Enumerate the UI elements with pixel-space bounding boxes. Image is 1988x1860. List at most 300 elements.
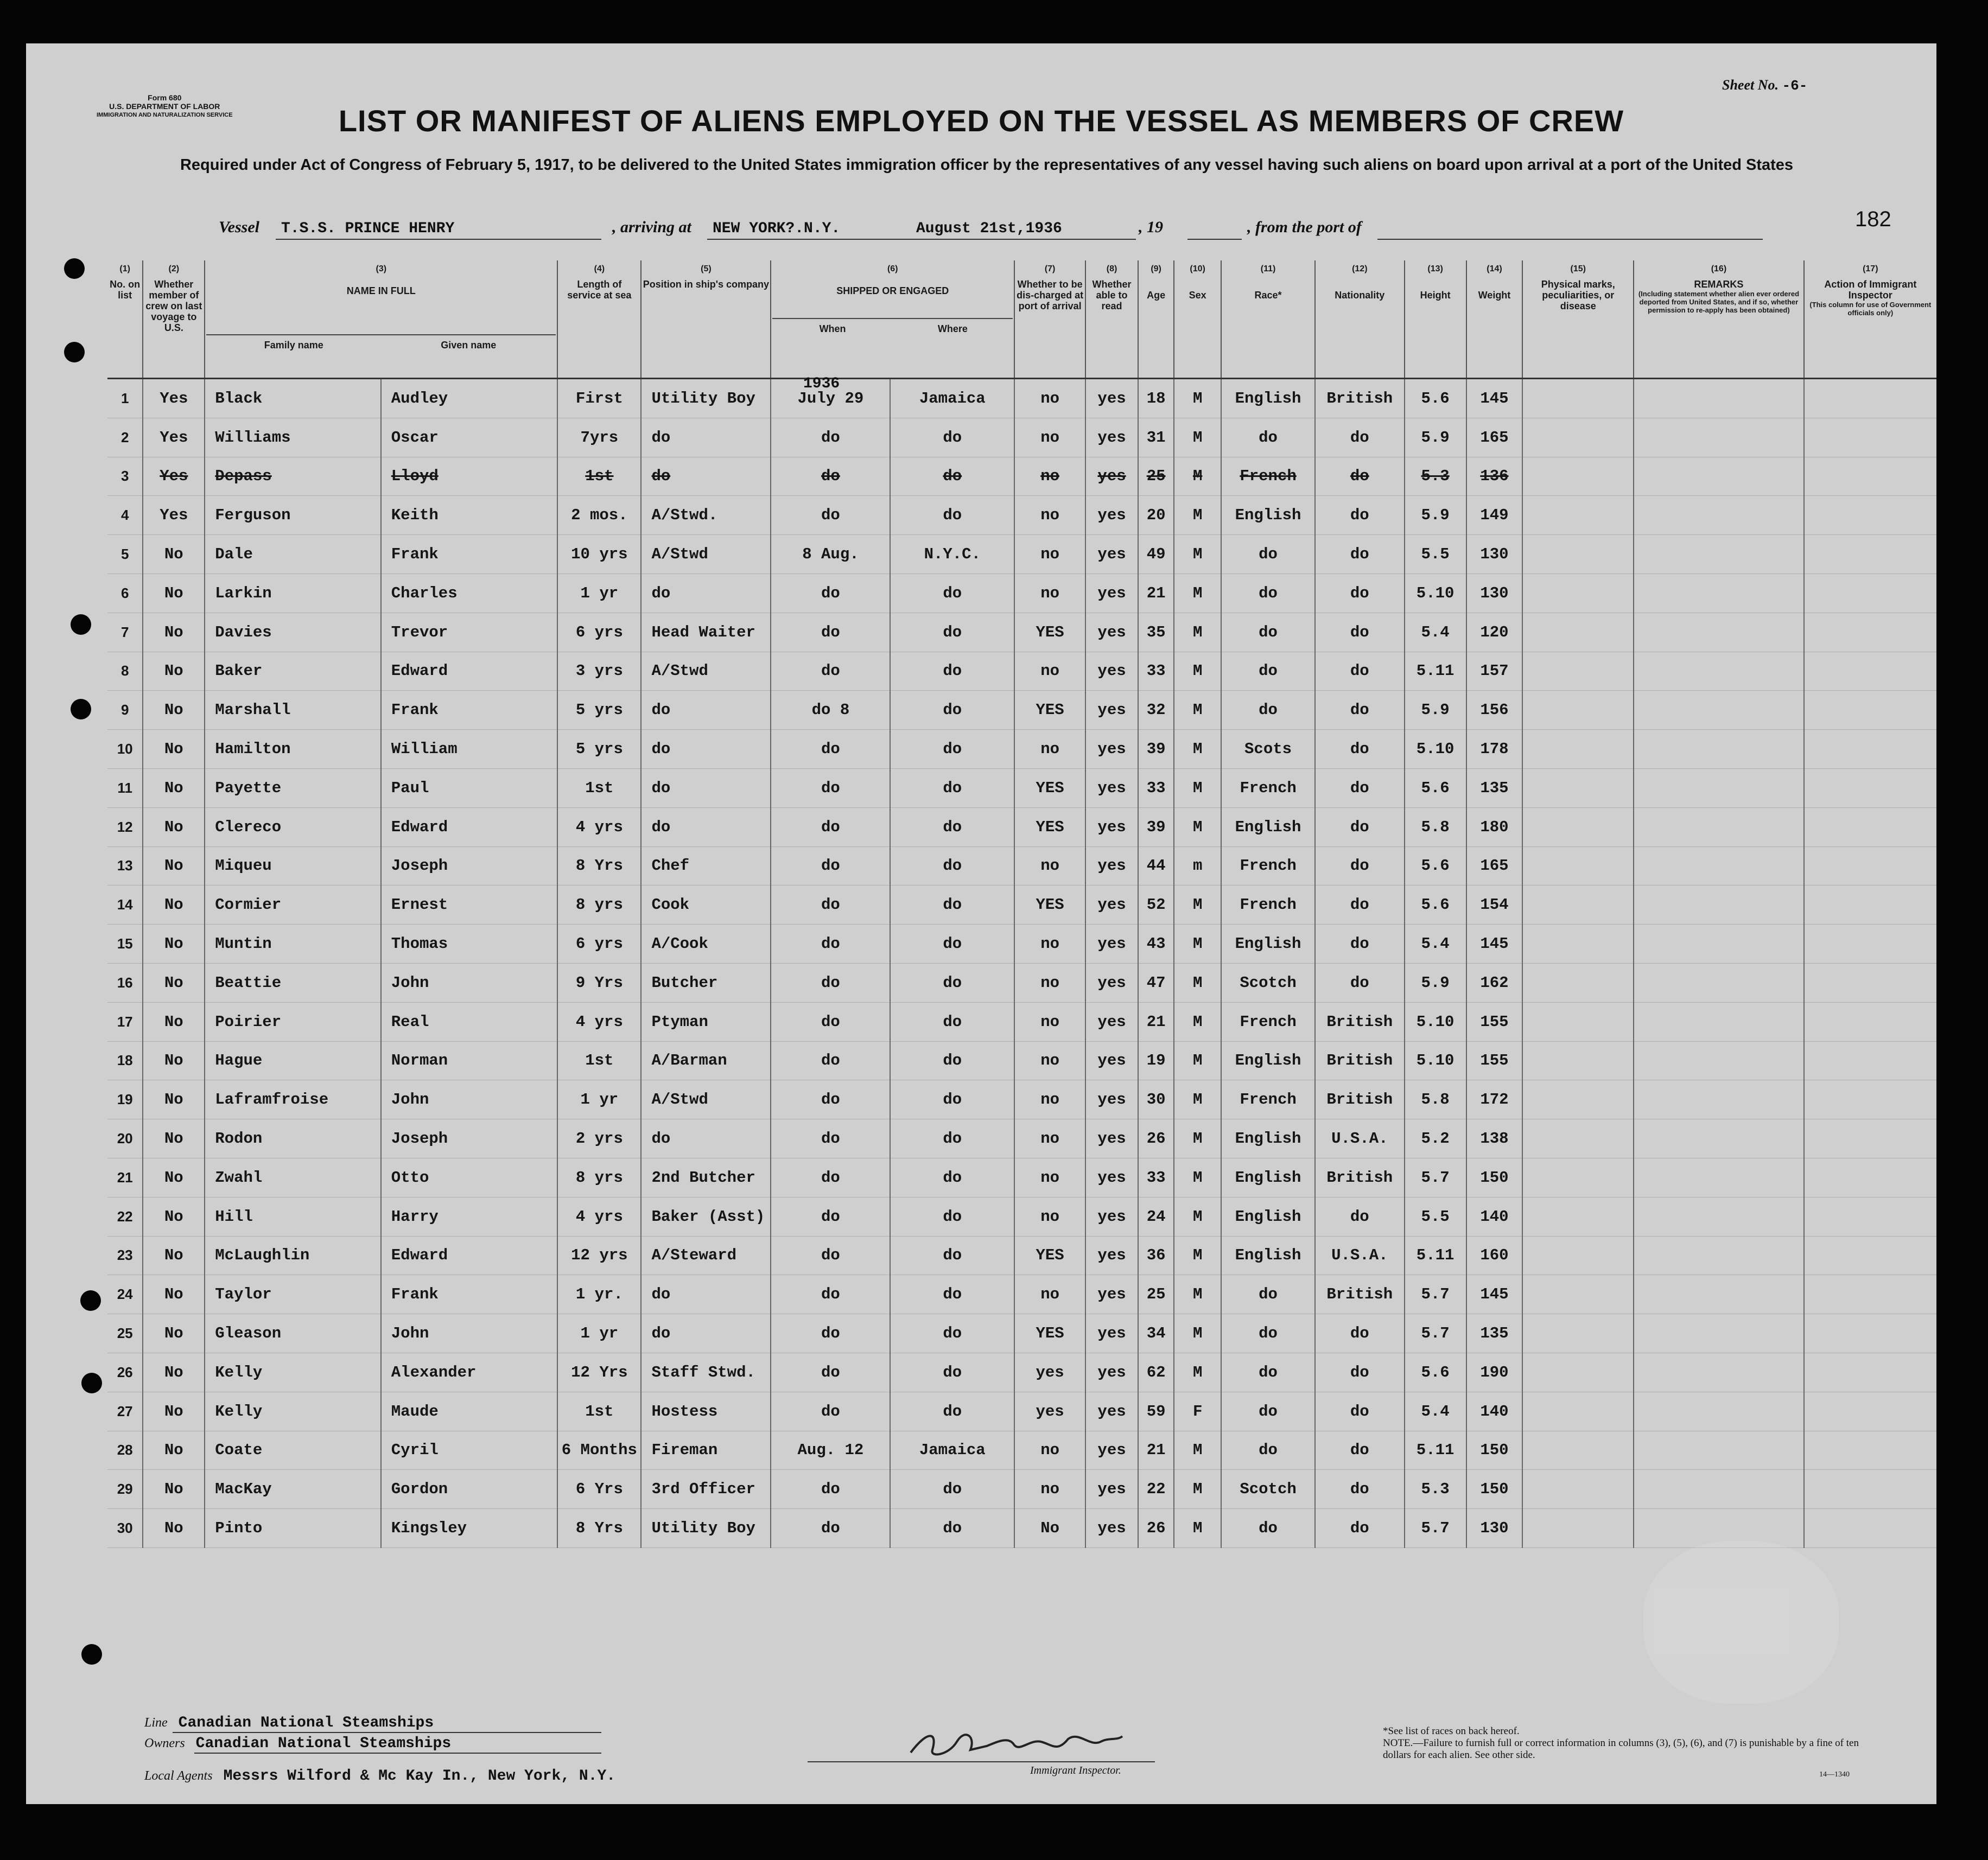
position-cell: do xyxy=(641,691,771,730)
remarks-cell xyxy=(1634,1353,1803,1392)
height-cell: 5.11 xyxy=(1405,652,1466,691)
row-number: 3 xyxy=(107,457,143,496)
physical-marks-cell xyxy=(1522,1158,1634,1197)
able-to-read-cell: yes xyxy=(1085,1470,1138,1509)
weight-cell: 136 xyxy=(1466,457,1523,496)
height-cell: 5.10 xyxy=(1405,1002,1466,1041)
page-number: 182 xyxy=(1855,207,1891,231)
race-cell: French xyxy=(1221,846,1315,886)
vessel-name-underline xyxy=(276,239,601,240)
nationality-cell: do xyxy=(1315,613,1404,652)
position-cell: Baker (Asst) xyxy=(641,1197,771,1236)
given-name-cell: Alexander xyxy=(381,1353,558,1392)
vessel-name: T.S.S. PRINCE HENRY xyxy=(281,220,455,237)
shipped-where-cell: Jamaica xyxy=(890,1431,1014,1470)
service-length-cell: 6 Months xyxy=(557,1431,641,1470)
given-name-cell: Kingsley xyxy=(381,1509,558,1548)
inspector-action-cell xyxy=(1804,807,1936,846)
physical-marks-cell xyxy=(1522,1002,1634,1041)
able-to-read-cell: yes xyxy=(1085,1197,1138,1236)
race-cell: Scots xyxy=(1221,730,1315,769)
shipped-when-cell: do xyxy=(771,1236,890,1275)
discharged-cell: YES xyxy=(1014,807,1085,846)
race-cell: do xyxy=(1221,691,1315,730)
position-cell: Fireman xyxy=(641,1431,771,1470)
able-to-read-cell: yes xyxy=(1085,1158,1138,1197)
discharged-cell: no xyxy=(1014,1080,1085,1119)
family-name-cell: Davies xyxy=(205,613,381,652)
table-row xyxy=(107,1470,1936,1509)
discharged-cell: YES xyxy=(1014,1314,1085,1353)
inspector-action-cell xyxy=(1804,1236,1936,1275)
col-header-age: (9) Age xyxy=(1138,260,1174,379)
able-to-read-cell: yes xyxy=(1085,691,1138,730)
age-cell: 62 xyxy=(1138,1353,1174,1392)
weight-cell: 135 xyxy=(1466,1314,1523,1353)
shipped-where-cell: do xyxy=(890,1236,1014,1275)
remarks-cell xyxy=(1634,1158,1803,1197)
family-name-cell: Williams xyxy=(205,418,381,457)
weight-cell: 130 xyxy=(1466,1509,1523,1548)
physical-marks-cell xyxy=(1522,1353,1634,1392)
weight-cell: 130 xyxy=(1466,574,1523,613)
age-cell: 59 xyxy=(1138,1392,1174,1431)
sex-cell: M xyxy=(1174,652,1221,691)
nationality-cell: do xyxy=(1315,691,1404,730)
line-underline xyxy=(173,1732,601,1733)
service-length-cell: 1 yr xyxy=(557,1314,641,1353)
col-header-remarks: (16) REMARKS (Including statement whether alien ever ordered deported from United States, and if so, whether permission to re-apply has been obtained) xyxy=(1634,260,1803,379)
shipped-where-cell: do xyxy=(890,574,1014,613)
table-row xyxy=(107,886,1936,925)
vessel-label: Vessel xyxy=(219,218,259,236)
race-cell: do xyxy=(1221,1392,1315,1431)
last-voyage-cell: No xyxy=(143,1509,205,1548)
physical-marks-cell xyxy=(1522,574,1634,613)
able-to-read-cell: yes xyxy=(1085,807,1138,846)
nationality-cell: do xyxy=(1315,963,1404,1002)
shipped-where-cell: do xyxy=(890,613,1014,652)
col-header-read: (8) Whether able to read xyxy=(1085,260,1138,379)
col-header-inspector-action: (17) Action of Immigrant Inspector (This column for use of Government officials only) xyxy=(1804,260,1936,379)
shipped-when-cell: do xyxy=(771,807,890,846)
service-length-cell: 3 yrs xyxy=(557,652,641,691)
position-cell: Staff Stwd. xyxy=(641,1353,771,1392)
shipped-where-cell: do xyxy=(890,1080,1014,1119)
discharged-cell: YES xyxy=(1014,1236,1085,1275)
shipped-where-cell: do xyxy=(890,963,1014,1002)
physical-marks-cell xyxy=(1522,730,1634,769)
remarks-cell xyxy=(1634,768,1803,807)
shipped-when-cell: Aug. 12 xyxy=(771,1431,890,1470)
service-length-cell: 9 Yrs xyxy=(557,963,641,1002)
remarks-cell xyxy=(1634,963,1803,1002)
position-cell: Hostess xyxy=(641,1392,771,1431)
remarks-cell xyxy=(1634,1002,1803,1041)
able-to-read-cell: yes xyxy=(1085,1080,1138,1119)
table-row xyxy=(107,613,1936,652)
weight-cell: 155 xyxy=(1466,1002,1523,1041)
discharged-cell: no xyxy=(1014,1002,1085,1041)
given-name-cell: Otto xyxy=(381,1158,558,1197)
discharged-cell: no xyxy=(1014,379,1085,418)
weight-cell: 165 xyxy=(1466,846,1523,886)
service-length-cell: 1st xyxy=(557,457,641,496)
discharged-cell: no xyxy=(1014,574,1085,613)
table-row xyxy=(107,925,1936,964)
height-cell: 5.8 xyxy=(1405,1080,1466,1119)
given-name-cell: Ernest xyxy=(381,886,558,925)
age-cell: 19 xyxy=(1138,1041,1174,1080)
race-cell: English xyxy=(1221,807,1315,846)
sheet-number xyxy=(1722,77,1807,94)
discharged-cell: no xyxy=(1014,1197,1085,1236)
form-code: 14—1340 xyxy=(1819,1770,1850,1779)
able-to-read-cell: yes xyxy=(1085,886,1138,925)
race-cell: English xyxy=(1221,925,1315,964)
discharged-cell: no xyxy=(1014,963,1085,1002)
races-note: *See list of races on back hereof. xyxy=(1383,1725,1520,1737)
row-number: 16 xyxy=(107,963,143,1002)
manifest-sheet xyxy=(26,43,1936,1804)
discharged-cell: yes xyxy=(1014,1392,1085,1431)
shipped-where-cell: N.Y.C. xyxy=(890,535,1014,574)
nationality-cell: do xyxy=(1315,846,1404,886)
family-name-cell: Miqueu xyxy=(205,846,381,886)
table-row xyxy=(107,1041,1936,1080)
shipped-where-cell: do xyxy=(890,925,1014,964)
physical-marks-cell xyxy=(1522,1314,1634,1353)
shipped-when-cell: do xyxy=(771,1314,890,1353)
sex-cell: M xyxy=(1174,574,1221,613)
age-cell: 21 xyxy=(1138,574,1174,613)
discharged-cell: YES xyxy=(1014,768,1085,807)
nationality-cell: do xyxy=(1315,1353,1404,1392)
sex-cell: m xyxy=(1174,846,1221,886)
col-header-weight: (14) Weight xyxy=(1466,260,1523,379)
sex-cell: M xyxy=(1174,1275,1221,1314)
last-voyage-cell: No xyxy=(143,691,205,730)
height-cell: 5.4 xyxy=(1405,925,1466,964)
able-to-read-cell: yes xyxy=(1085,535,1138,574)
race-cell: English xyxy=(1221,379,1315,418)
arriving-label: , arriving at xyxy=(612,218,691,236)
inspector-action-cell xyxy=(1804,691,1936,730)
position-cell: Utility Boy xyxy=(641,379,771,418)
remarks-cell xyxy=(1634,1119,1803,1158)
table-row xyxy=(107,768,1936,807)
last-voyage-cell: No xyxy=(143,1002,205,1041)
physical-marks-cell xyxy=(1522,1080,1634,1119)
family-name-cell: Payette xyxy=(205,768,381,807)
race-cell: Scotch xyxy=(1221,1470,1315,1509)
weight-cell: 149 xyxy=(1466,496,1523,535)
able-to-read-cell: yes xyxy=(1085,613,1138,652)
height-cell: 5.7 xyxy=(1405,1158,1466,1197)
age-cell: 33 xyxy=(1138,1158,1174,1197)
position-cell: do xyxy=(641,768,771,807)
remarks-cell xyxy=(1634,652,1803,691)
nationality-cell: do xyxy=(1315,1197,1404,1236)
weight-cell: 172 xyxy=(1466,1080,1523,1119)
table-row xyxy=(107,1080,1936,1119)
race-cell: do xyxy=(1221,1353,1315,1392)
remarks-cell xyxy=(1634,1314,1803,1353)
page-title: LIST OR MANIFEST OF ALIENS EMPLOYED ON THE VESSEL AS MEMBERS OF CREW xyxy=(338,104,1624,138)
position-cell: A/Stwd xyxy=(641,652,771,691)
weight-cell: 154 xyxy=(1466,886,1523,925)
height-cell: 5.9 xyxy=(1405,496,1466,535)
sex-cell: M xyxy=(1174,1119,1221,1158)
row-number: 7 xyxy=(107,613,143,652)
given-name-cell: Oscar xyxy=(381,418,558,457)
crew-table-body xyxy=(107,379,1936,1548)
last-voyage-cell: No xyxy=(143,1197,205,1236)
col-header-race: (11) Race* xyxy=(1221,260,1315,379)
height-cell: 5.7 xyxy=(1405,1509,1466,1548)
inspector-action-cell xyxy=(1804,652,1936,691)
last-voyage-cell: No xyxy=(143,574,205,613)
remarks-cell xyxy=(1634,1392,1803,1431)
family-name-cell: Larkin xyxy=(205,574,381,613)
able-to-read-cell: yes xyxy=(1085,1392,1138,1431)
height-cell: 5.5 xyxy=(1405,1197,1466,1236)
discharged-cell: YES xyxy=(1014,613,1085,652)
given-name-cell: John xyxy=(381,1314,558,1353)
service-length-cell: 8 Yrs xyxy=(557,846,641,886)
given-name-cell: Frank xyxy=(381,691,558,730)
able-to-read-cell: yes xyxy=(1085,379,1138,418)
remarks-cell xyxy=(1634,379,1803,418)
weight-cell: 120 xyxy=(1466,613,1523,652)
family-name-cell: Taylor xyxy=(205,1275,381,1314)
service-length-cell: 8 Yrs xyxy=(557,1509,641,1548)
able-to-read-cell: yes xyxy=(1085,1353,1138,1392)
given-name-cell: William xyxy=(381,730,558,769)
age-cell: 26 xyxy=(1138,1119,1174,1158)
last-voyage-cell: No xyxy=(143,1470,205,1509)
inspector-action-cell xyxy=(1804,1197,1936,1236)
nationality-cell: do xyxy=(1315,1509,1404,1548)
last-voyage-cell: No xyxy=(143,1119,205,1158)
shipped-when-cell: do xyxy=(771,1080,890,1119)
shipped-where-cell: do xyxy=(890,1392,1014,1431)
race-cell: English xyxy=(1221,1041,1315,1080)
physical-marks-cell xyxy=(1522,1431,1634,1470)
remarks-cell xyxy=(1634,807,1803,846)
discharged-cell: no xyxy=(1014,1041,1085,1080)
sex-cell: M xyxy=(1174,730,1221,769)
row-number: 5 xyxy=(107,535,143,574)
shipped-where-cell: do xyxy=(890,1470,1014,1509)
weight-cell: 150 xyxy=(1466,1470,1523,1509)
service-length-cell: First xyxy=(557,379,641,418)
physical-marks-cell xyxy=(1522,1119,1634,1158)
table-row xyxy=(107,1353,1936,1392)
position-cell: do xyxy=(641,1314,771,1353)
punch-hole xyxy=(71,614,91,635)
position-cell: do xyxy=(641,418,771,457)
table-row xyxy=(107,1275,1936,1314)
inspector-action-cell xyxy=(1804,1275,1936,1314)
row-number: 10 xyxy=(107,730,143,769)
nationality-cell: U.S.A. xyxy=(1315,1119,1404,1158)
table-row xyxy=(107,574,1936,613)
age-cell: 20 xyxy=(1138,496,1174,535)
discharged-cell: YES xyxy=(1014,886,1085,925)
arrival-underline xyxy=(707,239,1136,240)
arrival-port: NEW YORK?.N.Y. xyxy=(713,220,841,237)
row-number: 30 xyxy=(107,1509,143,1548)
family-name-cell: Cormier xyxy=(205,886,381,925)
col-header-height: (13) Height xyxy=(1405,260,1466,379)
able-to-read-cell: yes xyxy=(1085,1509,1138,1548)
inspector-action-cell xyxy=(1804,1080,1936,1119)
shipped-when-cell: do xyxy=(771,1158,890,1197)
family-name-cell: Depass xyxy=(205,457,381,496)
weight-cell: 178 xyxy=(1466,730,1523,769)
inspector-action-cell xyxy=(1804,613,1936,652)
able-to-read-cell: yes xyxy=(1085,1236,1138,1275)
position-cell: do xyxy=(641,1275,771,1314)
race-cell: Scotch xyxy=(1221,963,1315,1002)
race-cell: French xyxy=(1221,1002,1315,1041)
weight-cell: 145 xyxy=(1466,1275,1523,1314)
position-cell: 3rd Officer xyxy=(641,1470,771,1509)
nationality-cell: British xyxy=(1315,1158,1404,1197)
inspector-action-cell xyxy=(1804,1041,1936,1080)
last-voyage-cell: No xyxy=(143,963,205,1002)
shipped-when-cell: do xyxy=(771,1275,890,1314)
table-row xyxy=(107,1197,1936,1236)
shipped-where-cell: do xyxy=(890,1275,1014,1314)
service-length-cell: 12 yrs xyxy=(557,1236,641,1275)
race-cell: French xyxy=(1221,457,1315,496)
position-cell: do xyxy=(641,1119,771,1158)
shipped-when-cell: do xyxy=(771,1041,890,1080)
row-number: 27 xyxy=(107,1392,143,1431)
col-header-discharged: (7) Whether to be dis-charged at port of arrival xyxy=(1014,260,1085,379)
shipped-when-cell: do xyxy=(771,652,890,691)
shipped-where-cell: do xyxy=(890,768,1014,807)
row-number: 19 xyxy=(107,1080,143,1119)
row-number: 28 xyxy=(107,1431,143,1470)
weight-cell: 156 xyxy=(1466,691,1523,730)
last-voyage-cell: No xyxy=(143,846,205,886)
height-cell: 5.3 xyxy=(1405,457,1466,496)
race-cell: English xyxy=(1221,1158,1315,1197)
height-cell: 5.6 xyxy=(1405,846,1466,886)
footer-note xyxy=(1383,1725,1871,1781)
last-voyage-cell: No xyxy=(143,886,205,925)
shipped-when-cell: do xyxy=(771,613,890,652)
service-length-cell: 7yrs xyxy=(557,418,641,457)
weight-cell: 162 xyxy=(1466,963,1523,1002)
weight-cell: 190 xyxy=(1466,1353,1523,1392)
discharged-cell: no xyxy=(1014,418,1085,457)
family-name-cell: Hamilton xyxy=(205,730,381,769)
nationality-cell: do xyxy=(1315,418,1404,457)
col-header-shipped: (6) SHIPPED OR ENGAGED When Where xyxy=(771,260,1014,379)
remarks-cell xyxy=(1634,574,1803,613)
row-number: 9 xyxy=(107,691,143,730)
arrival-date: August 21st,1936 xyxy=(916,220,1062,237)
shipped-where-cell: do xyxy=(890,1197,1014,1236)
last-voyage-cell: No xyxy=(143,730,205,769)
row-number: 2 xyxy=(107,418,143,457)
table-row xyxy=(107,1158,1936,1197)
nationality-cell: U.S.A. xyxy=(1315,1236,1404,1275)
line-label: Line xyxy=(144,1716,168,1730)
sex-cell: M xyxy=(1174,457,1221,496)
discharged-cell: no xyxy=(1014,496,1085,535)
family-name-cell: Beattie xyxy=(205,963,381,1002)
agents-value: Messrs Wilford & Mc Kay In., New York, N.Y. xyxy=(223,1768,616,1785)
physical-marks-cell xyxy=(1522,1509,1634,1548)
nationality-cell: British xyxy=(1315,379,1404,418)
nationality-cell: British xyxy=(1315,1041,1404,1080)
sex-cell: M xyxy=(1174,768,1221,807)
discharged-cell: no xyxy=(1014,535,1085,574)
position-cell: A/Cook xyxy=(641,925,771,964)
family-name-cell: Dale xyxy=(205,535,381,574)
table-row xyxy=(107,691,1936,730)
service-length-cell: 6 yrs xyxy=(557,925,641,964)
given-name-cell: Edward xyxy=(381,652,558,691)
weight-cell: 140 xyxy=(1466,1392,1523,1431)
inspector-action-cell xyxy=(1804,963,1936,1002)
physical-marks-cell xyxy=(1522,925,1634,964)
inspector-action-cell xyxy=(1804,730,1936,769)
remarks-cell xyxy=(1634,457,1803,496)
inspector-action-cell xyxy=(1804,1431,1936,1470)
shipped-where-cell: do xyxy=(890,691,1014,730)
race-cell: French xyxy=(1221,886,1315,925)
last-voyage-cell: No xyxy=(143,1314,205,1353)
sex-cell: M xyxy=(1174,1080,1221,1119)
crew-manifest-table xyxy=(107,260,1936,1548)
position-cell: A/Steward xyxy=(641,1236,771,1275)
physical-marks-cell xyxy=(1522,886,1634,925)
height-cell: 5.5 xyxy=(1405,535,1466,574)
punch-hole xyxy=(64,258,85,279)
weight-cell: 145 xyxy=(1466,925,1523,964)
able-to-read-cell: yes xyxy=(1085,457,1138,496)
signature-line xyxy=(808,1761,1155,1762)
last-voyage-cell: Yes xyxy=(143,379,205,418)
sex-cell: M xyxy=(1174,1158,1221,1197)
able-to-read-cell: yes xyxy=(1085,925,1138,964)
table-row xyxy=(107,1236,1936,1275)
table-row xyxy=(107,807,1936,846)
age-cell: 52 xyxy=(1138,886,1174,925)
height-cell: 5.10 xyxy=(1405,730,1466,769)
shipped-where-cell: do xyxy=(890,1119,1014,1158)
age-cell: 33 xyxy=(1138,768,1174,807)
service-length-cell: 1 yr. xyxy=(557,1275,641,1314)
family-name-cell: Kelly xyxy=(205,1392,381,1431)
able-to-read-cell: yes xyxy=(1085,574,1138,613)
sex-cell: M xyxy=(1174,1236,1221,1275)
table-row xyxy=(107,418,1936,457)
age-cell: 22 xyxy=(1138,1470,1174,1509)
given-name-cell: Edward xyxy=(381,807,558,846)
discharged-cell: no xyxy=(1014,1431,1085,1470)
table-row xyxy=(107,457,1936,496)
race-cell: English xyxy=(1221,1236,1315,1275)
position-cell: do xyxy=(641,730,771,769)
race-cell: do xyxy=(1221,535,1315,574)
